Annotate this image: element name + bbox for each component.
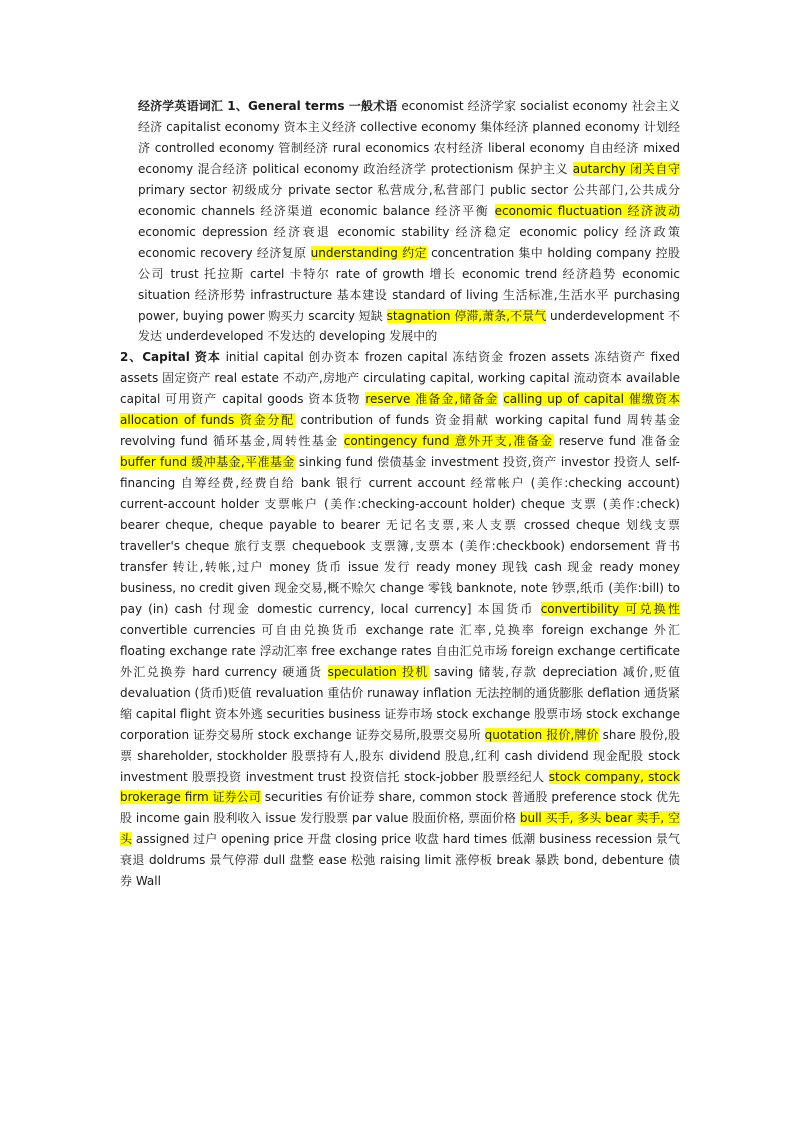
text-run: assigned 过户 opening price 开盘 closing price 收盘 hard times 低潮 business recession 景气衰退 doldrums 景气停滞 dull 盘整 ease 松弛 raising limit 涨停板 break 暴跌 bond, debenture 债券 Wall: [120, 832, 680, 889]
text-run: contribution of funds 资金捐献 working capital fund 周转基金 revolving fund 循环基金,周转性基金: [120, 413, 680, 449]
section-heading: 经济学英语词汇 1、: [138, 99, 248, 113]
text-run: reserve fund 准备金: [553, 434, 680, 449]
highlighted-term: buffer fund 缓冲基金,平准基金: [120, 455, 295, 470]
paragraph-1: [120, 96, 680, 347]
text-run: economist 经济学家 socialist economy 社会主义经济 capitalist economy 资本主义经济 collective economy 集体经济 planned economy 计划经济 controlled economy 管制经济 rural economics 农村经济 liberal economy 自由经济 mixed economy 混合经济 political economy 政治经济学 protectionism 保护主义: [138, 99, 680, 176]
section-heading: 2、Capital 资本: [120, 350, 221, 365]
highlighted-term: reserve 准备金,储备金: [365, 392, 499, 407]
highlighted-term: speculation 投机: [327, 664, 429, 679]
text-run: concentration 集中 holding company 控股公司 trust 托拉斯 cartel 卡特尔 rate of growth 增长 economic trend 经济趋势 economic situation 经济形势 infrastructure 基本建设 standard of living 生活标准,生活水平 purchasing power, buying power 购买力 scarcity 短缺: [138, 245, 680, 323]
highlighted-term: stock company, stock brokerage firm 证券公司: [120, 769, 680, 805]
text-run: primary sector 初级成分 private sector 私营成分,私营部门 public sector 公共部门,公共成分 economic channels 经济渠道 economic balance 经济平衡: [138, 182, 680, 218]
text-run: underdevelopment 不发达 underdeveloped 不发达的 developing 发展中的: [138, 308, 680, 344]
text-run: sinking fund 偿债基金 investment 投资,资产 investor 投资人 self-financing 自筹经费,经费自给 bank 银行 current account 经常帐户 (美作:checking account) current-account holder 支票帐户 (美作:checking-account holder) cheque 支票 (美作:check) bearer cheque, cheque payable to bearer 无记名支票,来人支票 crossed cheque 划线支票 traveller's cheque 旅行支票 chequebook 支票簿,支票本 (美作:checkbook) endorsement 背书 transfer 转让,转帐,过户 money 货币 issue 发行 ready money 现钱 cash 现金 ready money business, no credit given 现金交易,概不赊欠 change 零钱 banknote, note 钞票,纸币 (美作:bill) to pay (in) cash 付现金 domestic currency, local currency] 本国货币: [120, 455, 680, 616]
highlighted-term: autarchy 闭关自守: [572, 161, 680, 176]
text-run: initial capital 创办资本 frozen capital 冻结资金 frozen assets 冻结资产 fixed assets 固定资产 real estate 不动产,房地产 circulating capital, working capital 流动资本 available capital 可用资产 capital goods 资本货物: [120, 350, 680, 407]
section-heading: General terms 一般术语: [247, 99, 398, 113]
text-run: share 股份,股票 shareholder, stockholder 股票持有人,股东 dividend 股息,红利 cash dividend 现金配股 stock investment 股票投资 investment trust 投资信托 stock-jobber 股票经纪人: [120, 727, 680, 784]
document-body: [120, 96, 680, 892]
highlighted-term: stagnation 停滞,萧条,不景气: [386, 308, 547, 323]
highlighted-term: understanding 约定: [310, 245, 427, 260]
highlighted-term: economic fluctuation 经济波动: [494, 203, 681, 218]
paragraph-2: [120, 347, 680, 892]
text-run: convertible currencies 可自由兑换货币 exchange rate 汇率,兑换率 foreign exchange 外汇 floating exchange rate 浮动汇率 free exchange rates 自由汇兑市场 foreign exchange certificate 外汇兑换券 hard currency 硬通货: [120, 622, 680, 679]
highlighted-term: contingency fund 意外开支,准备金: [343, 434, 554, 449]
text-run: saving 储装,存款 depreciation 减价,贬值 devaluation (货币)贬值 revaluation 重估价 runaway inflation 无法控制的通货膨胀 deflation 通货紧缩 capital flight 资本外逃 securities business 证券市场 stock exchange 股票市场 stock exchange corporation 证券交易所 stock exchange 证券交易所,股票交易所: [120, 664, 681, 742]
text-run: economic depression 经济衰退 economic stability 经济稳定 economic policy 经济政策 economic recovery 经济复原: [138, 224, 680, 260]
text-run: securities 有价证券 share, common stock 普通股 preference stock 优先股 income gain 股利收入 issue 发行股票 par value 股面价格, 票面价格: [120, 790, 681, 826]
highlighted-term: convertibility 可兑换性: [540, 601, 680, 616]
highlighted-term: bull 买手, 多头 bear 卖手, 空头: [120, 811, 680, 847]
highlighted-term: quotation 报价,牌价: [484, 727, 599, 742]
highlighted-term: calling up of capital 催缴资本 allocation of funds 资金分配: [120, 392, 680, 428]
